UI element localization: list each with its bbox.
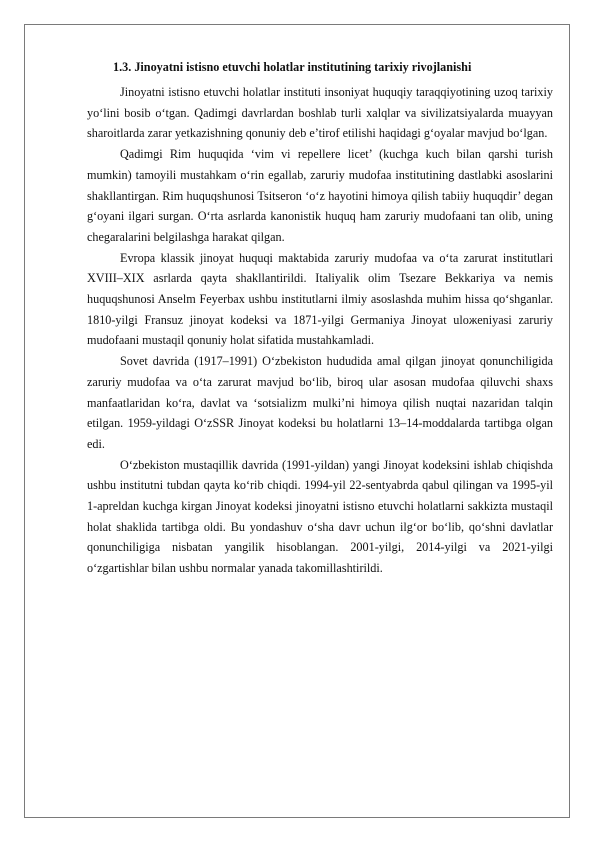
- paragraph-soviet-period: Sovet davrida (1917–1991) O‘zbekiston hududida amal qilgan jinoyat qonunchiligida zaruriy mudofaa va o‘ta zarurat mavjud bo‘lib, biroq ular asosan mudofaa qiluvchi shaxs manfaatlaridan ko‘ra, davlat va ‘sotsializm mulki’ni himoya qilish nuqtai nazaridan talqin etilgan. 1959-yildagi O‘zSSR Jinoyat kodeksi bu holatlarni 13–14-moddalarda tartibga olgan edi.: [87, 354, 553, 451]
- paragraph-european-classical-school: Evropa klassik jinoyat huquqi maktabida zaruriy mudofaa va o‘ta zarurat institutlari XVIII–XIX asrlarda qayta shakllantirildi. Italiyalik olim Tsezare Bekkariya va nemis huquqshunosi Anselm Feyerbax ushbu institutlarni ilmiy asoslashda muhim hissa qo‘shganlar. 1810-yilgi Fransuz jinoyat kodeksi va 1871-yilgi Germaniya Jinoyat uloжeniyasi zaruriy mudofaani mustaqil qonuniy holat sifatida mustahkamladi.: [87, 250, 553, 348]
- section-heading: 1.3. Jinoyatni istisno etuvchi holatlar institutining tarixiy rivojlanishi: [113, 60, 472, 74]
- paragraph-origins: Jinoyatni istisno etuvchi holatlar instituti insoniyat huquqiy taraqqiyotining uzoq tarixiy yo‘lini bosib o‘tgan. Qadimgi davrlardan boshlab turli xalqlar va sivilizatsiyalarda muayyan sharoitlarda zarar yetkazishning qonuniy deb e’tirof etilishi haqidagi g‘oyalar mavjud bo‘lgan.: [87, 85, 553, 141]
- document-body: [87, 59, 553, 579]
- paragraph-roman-law: Qadimgi Rim huquqida ‘vim vi repellere licet’ (kuchga kuch bilan qarshi turish mumkin) tamoyili mustahkam o‘rin egallab, zaruriy mudofaa institutining dastlabki asoslarini shakllantirgan. Rim huquqshunosi Tsitseron ‘o‘z hayotini himoya qilish tabiiy huquqdir’ degan g‘oyani ilgari surgan. O‘rta asrlarda kanonistik huquq ham zaruriy mudofaani tan olib, uning chegaralarini belgilashga harakat qilgan.: [87, 147, 553, 244]
- paragraph-independence-period: O‘zbekiston mustaqillik davrida (1991-yildan) yangi Jinoyat kodeksini ishlab chiqishda ushbu institutni tubdan qayta ko‘rib chiqdi. 1994-yil 22-sentyabrda qabul qilingan va 1995-yil 1-apreldan kuchga kirgan Jinoyat kodeksi jinoyatni istisno etuvchi holatlarni sakkizta mustaqil holat shaklida tartibga oldi. Bu yondashuv o‘sha davr uchun ilg‘or bo‘lib, qo‘shni davlatlar qonunchiligiga nisbatan yangilik hisoblangan. 2001-yilgi, 2014-yilgi va 2021-yilgi o‘zgartishlar bilan ushbu normalar yanada takomillashtirildi.: [87, 457, 553, 576]
